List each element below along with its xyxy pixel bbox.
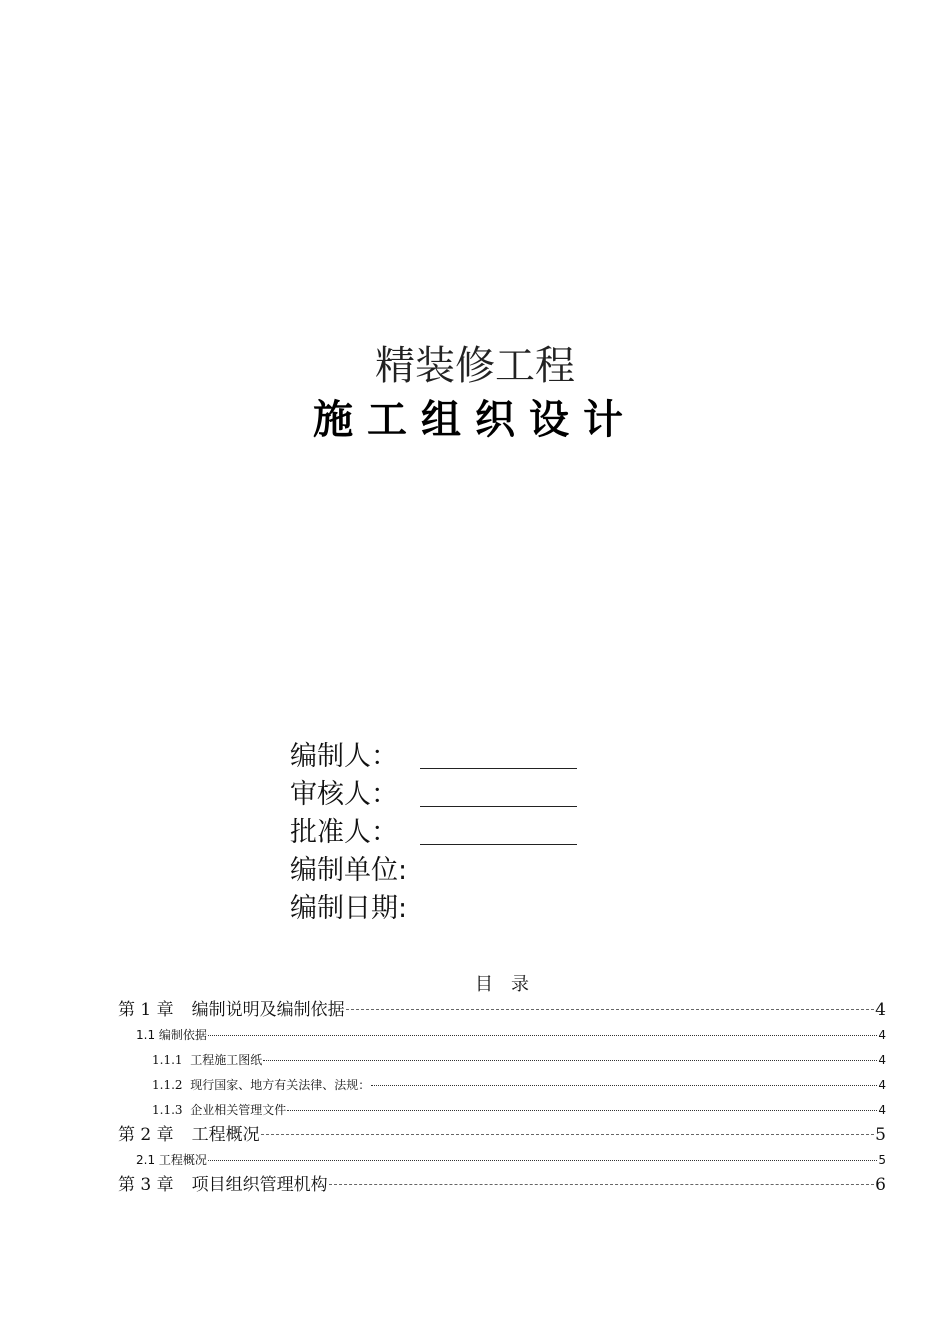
toc-entry-title: 企业相关管理文件 bbox=[190, 1103, 287, 1117]
signature-row-compiler bbox=[290, 738, 690, 776]
toc-entry-title: 工程概况 bbox=[158, 1153, 207, 1167]
toc-entry-title: 工程施工图纸 bbox=[190, 1053, 263, 1067]
document-title-line2: 施工组织设计 bbox=[313, 397, 637, 443]
toc-entry-section-2-1[interactable] bbox=[118, 1148, 886, 1173]
toc-heading: 目录 bbox=[475, 974, 547, 995]
toc-entry-chapter-3[interactable] bbox=[118, 1173, 886, 1198]
toc-entry-page: 5 bbox=[875, 1125, 886, 1145]
toc-leader bbox=[261, 1134, 875, 1135]
toc-entry-number: 第 1 章 bbox=[118, 1000, 174, 1020]
toc-entry-chapter-1[interactable] bbox=[118, 998, 886, 1023]
signature-row-date bbox=[290, 890, 690, 928]
toc-entry-title: 项目组织管理机构 bbox=[191, 1175, 328, 1195]
toc-entry-page: 4 bbox=[878, 1078, 886, 1092]
toc-leader bbox=[208, 1160, 877, 1161]
toc-entry-number: 1.1.3 bbox=[152, 1103, 183, 1117]
toc-entry-page: 5 bbox=[878, 1153, 886, 1167]
document-title-line1: 精装修工程 bbox=[375, 343, 575, 389]
toc-leader bbox=[208, 1035, 877, 1036]
toc-entry-chapter-2[interactable] bbox=[118, 1123, 886, 1148]
toc-leader bbox=[371, 1085, 877, 1086]
toc-entry-page: 4 bbox=[878, 1028, 886, 1042]
signature-line bbox=[420, 768, 577, 769]
signature-block bbox=[290, 738, 690, 928]
signature-label: 审核人： bbox=[290, 779, 398, 810]
signature-label: 批准人： bbox=[290, 817, 398, 848]
toc-entry-subsection-1-1-2[interactable] bbox=[118, 1073, 886, 1098]
toc-entry-page: 4 bbox=[875, 1000, 886, 1020]
toc-entry-number: 第 3 章 bbox=[118, 1175, 174, 1195]
toc-entry-page: 4 bbox=[878, 1053, 886, 1067]
toc-entry-page: 6 bbox=[875, 1175, 886, 1195]
toc-entry-number: 1.1.2 bbox=[152, 1078, 183, 1092]
toc-entry-number: 2.1 bbox=[136, 1153, 156, 1167]
toc-entry-number: 1.1 bbox=[136, 1028, 156, 1042]
signature-line bbox=[420, 806, 577, 807]
toc-entry-title: 编制说明及编制依据 bbox=[191, 1000, 345, 1020]
toc-entry-subsection-1-1-3[interactable] bbox=[118, 1098, 886, 1123]
signature-row-reviewer bbox=[290, 776, 690, 814]
toc-entry-page: 4 bbox=[878, 1103, 886, 1117]
signature-line bbox=[420, 844, 577, 845]
toc-entry-title: 现行国家、地方有关法律、法规： bbox=[190, 1078, 371, 1092]
toc-leader bbox=[263, 1060, 877, 1061]
toc-entry-title: 编制依据 bbox=[158, 1028, 207, 1042]
toc-entry-number: 第 2 章 bbox=[118, 1125, 174, 1145]
toc-leader bbox=[346, 1009, 875, 1010]
signature-label: 编制人： bbox=[290, 741, 398, 772]
signature-row-approver bbox=[290, 814, 690, 852]
signature-row-unit bbox=[290, 852, 690, 890]
signature-label: 编制单位: bbox=[290, 855, 408, 886]
toc-entry-title: 工程概况 bbox=[191, 1125, 260, 1145]
toc-entry-section-1-1[interactable] bbox=[118, 1023, 886, 1048]
toc-leader bbox=[329, 1184, 875, 1185]
toc-entry-number: 1.1.1 bbox=[152, 1053, 183, 1067]
toc-entry-subsection-1-1-1[interactable] bbox=[118, 1048, 886, 1073]
signature-label: 编制日期: bbox=[290, 893, 408, 924]
table-of-contents bbox=[118, 972, 886, 1198]
toc-leader bbox=[287, 1110, 877, 1111]
